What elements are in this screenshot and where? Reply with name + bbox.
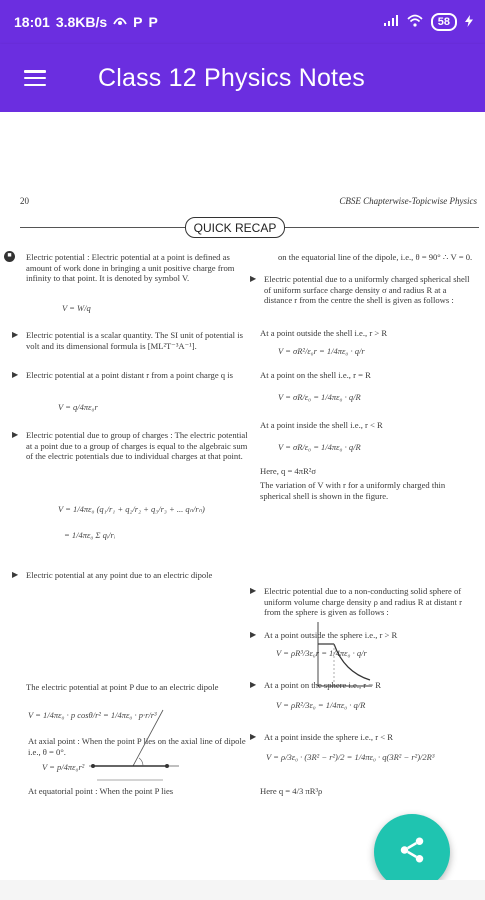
status-time: 18:01 xyxy=(14,14,50,30)
page-header: CBSE Chapterwise-Topicwise Physics xyxy=(339,196,477,206)
formula: V = σR/ε₀ = 1/4πε₀ · q/R xyxy=(278,442,361,452)
formula: V = 1/4πε₀ (q₁/r₁ + q₂/r₂ + q₃/r₃ + ... qₙ/rₙ) xyxy=(58,504,205,514)
list-item: At equatorial point : When the point P lies xyxy=(28,786,174,796)
formula: V = ρR³/3ε₀r = 1/4πε₀ · q/r xyxy=(276,648,367,658)
list-item: At a point on the shell i.e., r = R xyxy=(260,370,371,380)
bullet-icon: ■ xyxy=(4,251,15,262)
hamburger-menu-icon[interactable] xyxy=(24,70,46,86)
list-item: ▶ Electric potential due to a non-conducting solid sphere of uniform volume charge density ρ and radius R at distant r from the sphere is given as follows : xyxy=(250,586,462,618)
list-item: ▶ At a point inside the sphere i.e., r < R xyxy=(250,732,393,742)
list-item: Here q = 4/3 πR³ρ xyxy=(260,786,323,796)
section-title: QUICK RECAP xyxy=(185,217,285,238)
app-title: Class 12 Physics Notes xyxy=(98,63,365,92)
list-item: At axial point : When the point P lies on the axial line of dipole i.e., θ = 0°. xyxy=(28,736,246,757)
formula: V = 1/4πε₀ · p cosθ/r² = 1/4πε₀ · p·r/r³ xyxy=(28,710,157,720)
list-item: on the equatorial line of the dipole, i.e., θ = 90° ∴ V = 0. xyxy=(278,252,473,262)
formula: V = σR/ε₀ = 1/4πε₀ · q/R xyxy=(278,392,361,402)
signal-icon xyxy=(383,15,399,30)
formula: V = q/4πε₀r xyxy=(58,402,98,412)
network-speed: 3.8KB/s xyxy=(55,14,108,30)
formula: V = ρR²/3ε₀ = 1/4πε₀ · q/R xyxy=(276,700,366,710)
bullet-icon: ▶ xyxy=(12,330,19,339)
list-item: The variation of V with r for a uniformly charged thin spherical shell is shown in the figure. xyxy=(260,480,446,501)
status-left xyxy=(14,14,158,30)
document-page xyxy=(0,112,485,880)
battery-indicator: 58 xyxy=(431,13,457,31)
app-bar xyxy=(0,44,485,112)
wifi-icon xyxy=(407,14,423,30)
list-item: ▶ Electric potential at any point due to an electric dipole xyxy=(12,570,213,580)
list-item: Here, q = 4πR²σ xyxy=(260,466,317,476)
data-saver-icon xyxy=(113,14,127,30)
list-item: ▶ Electric potential is a scalar quantity. The SI unit of potential is volt and its dimensional formula is [ML²T⁻³A⁻¹]. xyxy=(12,330,243,351)
formula: V = σR²/ε₀r = 1/4πε₀ · q/r xyxy=(278,346,365,356)
list-item: ■ Electric potential : Electric potential at a point is defined as amount of work done in bringing a unit positive charge from infinity to that point. It is denoted by symbol V. xyxy=(26,252,251,284)
bullet-icon: ▶ xyxy=(250,630,257,639)
share-button[interactable] xyxy=(374,814,450,890)
bullet-icon: ▶ xyxy=(12,570,19,579)
status-bar xyxy=(0,0,485,44)
formula: V = W/q xyxy=(62,303,91,313)
list-item: At a point inside the shell i.e., r < R xyxy=(260,420,383,430)
bullet-icon: ▶ xyxy=(250,680,257,689)
bullet-icon: ▶ xyxy=(250,732,257,741)
formula: V = p/4πε₀r² xyxy=(42,762,85,772)
list-item: ▶ Electric potential due to group of charges : The electric potential at a point due to a group of charges is equal to the algebraic sum of the electric potentials due to individual charges at that point. xyxy=(12,430,248,462)
page-number: 20 xyxy=(20,196,29,206)
list-item: ▶ At a point on the sphere i.e., r = R xyxy=(250,680,382,690)
formula: = 1/4πε₀ Σ qᵢ/rᵢ xyxy=(64,530,116,540)
list-item: ▶ Electric potential at a point distant r from a point charge q is xyxy=(12,370,233,380)
share-icon xyxy=(397,835,427,870)
charging-icon xyxy=(465,15,473,30)
bullet-icon: ▶ xyxy=(12,370,19,379)
list-item: ▶ At a point outside the sphere i.e., r > R xyxy=(250,630,398,640)
notification-p-icon: P xyxy=(133,14,143,30)
potential-graph xyxy=(310,616,375,698)
status-right xyxy=(383,13,473,31)
notification-p-icon: P xyxy=(148,14,158,30)
bottom-strip xyxy=(0,880,485,900)
formula: V = ρ/3ε₀ · (3R² − r²)/2 = 1/4πε₀ · q(3R² − r²)/2R³ xyxy=(266,752,435,762)
bullet-icon: ▶ xyxy=(250,274,257,283)
list-item: At a point outside the shell i.e., r > R xyxy=(260,328,388,338)
list-item: The electric potential at point P due to an electric dipole xyxy=(26,682,219,692)
dipole-figure xyxy=(83,706,183,792)
bullet-icon: ▶ xyxy=(250,586,257,595)
list-item: ▶ Electric potential due to a uniformly charged spherical shell of uniform surface charge density σ and radius R at a distance r from the centre the shell is given as follows : xyxy=(250,274,470,306)
bullet-icon: ▶ xyxy=(12,430,19,439)
